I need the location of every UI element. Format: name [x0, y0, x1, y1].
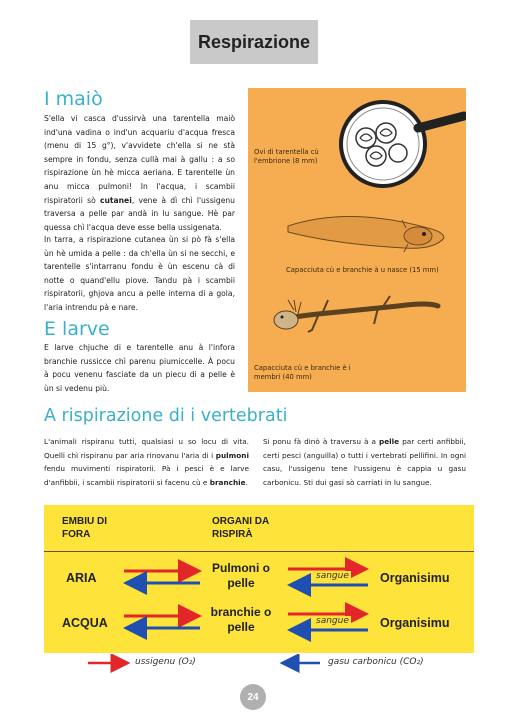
- row-aria-blood: sangue: [316, 571, 349, 581]
- label-larva-limbs: Capacciuta cù e branchie è i membri (40 mm): [254, 364, 351, 381]
- row-acqua-blood: sangue: [316, 616, 349, 626]
- page-title-box: [190, 20, 318, 64]
- section-heading-maio: I maiò: [44, 88, 103, 110]
- respiration-table: [44, 505, 474, 653]
- section-heading-vertebrati: A rispirazione di i vertebrati: [44, 406, 288, 426]
- bold-term: pulmoni: [215, 450, 249, 460]
- bold-term: branchie: [209, 477, 246, 487]
- larva-with-limbs-illustration: [274, 296, 438, 332]
- label-tadpole: Capacciuta cù e branchie à u nasce (15 mm): [286, 266, 439, 274]
- section3-column1: [44, 435, 249, 489]
- page-number-badge: [240, 684, 266, 710]
- section-heading-larve: E larve: [44, 318, 110, 340]
- arrows-layer: [44, 505, 474, 653]
- row-aria-target: Organisimu: [380, 571, 450, 585]
- legend-arrows: [0, 654, 509, 674]
- text-run: S'ella vi casca d'ussirvà una tarentella maiò ind'una vadina o ind'un acquariu d'acqua fresca (menu di 15 g°), v'avvidete ch'ella si ne stà sempre in fondu, senza cullà mai à gallu : a so rispirazione ùn hè micca aeriana. E tarentelle ùn anu micca pulmoni! In l'acqua, i scambii rispiratorii sò: [44, 114, 235, 205]
- row-aria-env: ARIA: [66, 571, 97, 585]
- tadpole-illustration: [288, 216, 444, 252]
- text-run: Si ponu fà dinò à traversu à a: [263, 437, 379, 446]
- magnifying-glass-icon: [341, 102, 464, 186]
- text-run: , vene à dì chì l'ussigenu traversa a pelle par andà in lu sangue. Hè par quessa chì l'acqua deve esse bella ussigenata.: [44, 195, 235, 232]
- page-title: Respirazione: [197, 31, 311, 52]
- section1-paragraph1: [44, 112, 235, 234]
- header-environment: EMBIU DI FORA: [62, 516, 107, 540]
- section3-column2: [263, 435, 466, 489]
- legend-co2: gasu carbonicu (CO₂): [328, 657, 424, 667]
- bold-term: cutanei: [99, 195, 132, 205]
- header-organs: ORGANI DA RISPIRÀ: [212, 516, 269, 540]
- section2-paragraph: E larve chjuche di e tarentelle anu à l'infora branchie russicce chì parenu piumiccelle. À pocu à pocu venenu fasciate da un piecu di a pelle è ùn si vedenu più.: [44, 343, 235, 393]
- row-acqua-env: ACQUA: [62, 616, 108, 630]
- text-run: fendu muvimenti rispiratorii. Pà i pesci è e larve d'anfibbii, i scambii rispiratorii si facenu cù e: [44, 464, 249, 487]
- bold-term: pelle: [378, 437, 400, 446]
- text-run: L'animali rispiranu tutti, qualsiasi u so locu di vita. Quelli chì rispiranu par aria rinovanu l'aria di i: [44, 437, 249, 460]
- row-aria-organ: Pulmoni o pelle: [212, 561, 270, 590]
- row-acqua-organ: branchie o pelle: [210, 605, 272, 634]
- label-eggs: Ovi di tarentella cù l'embrione (8 mm): [254, 148, 319, 165]
- legend-oxygen: ussigenu (O₂): [135, 657, 196, 667]
- page-number: 24: [247, 691, 259, 703]
- illustration-drawing: [248, 88, 466, 392]
- illustration-panel: [248, 88, 466, 392]
- text-run: par certi anfibbii, certi pesci (anguilla) o tutti i vertebrati pellifini. In ogni casu, l'ussigenu tene l'ussigenu è cappia u gasu carbonicu. Sti dui gasi sò carriati in lu sangue.: [263, 437, 466, 487]
- section1-paragraph2: In tarra, a rispirazione cutanea ùn si pò fà s'ella ùn hè umida a pelle : da ch'ella ùn si ne secchi, e tarentelle s'intarranu fondu è ùn escenu cà di notte o quand'ellu piove. Tandu pà i scambii rispiratorii, ghjova ancu a pelle interna di a gola, l'aria intrendu pà e nare.: [44, 235, 235, 312]
- row-acqua-target: Organisimu: [380, 616, 450, 630]
- text-run: .: [245, 477, 248, 487]
